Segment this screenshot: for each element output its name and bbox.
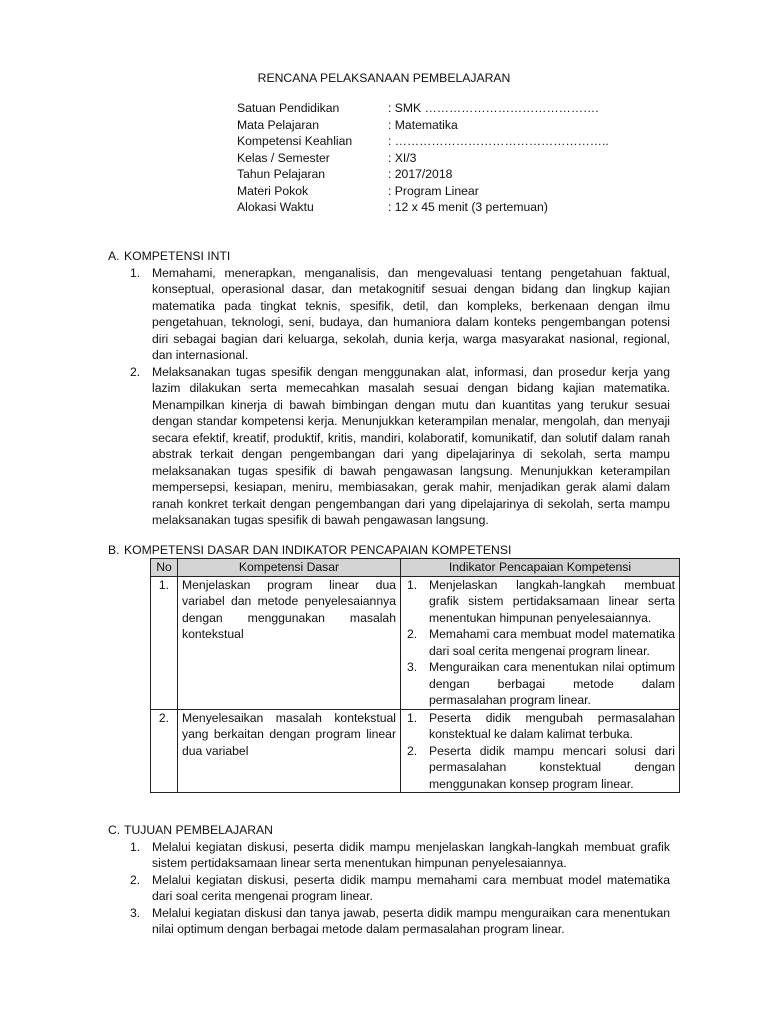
info-value: : 2017/2018 — [388, 167, 453, 181]
list-item — [130, 265, 670, 364]
item-number: 3. — [407, 660, 418, 674]
section-title: TUJUAN PEMBELAJARAN — [124, 823, 273, 837]
cell-kd: Menjelaskan program linear dua variabel dan metode penyelesaiannya dengan menggunakan masalah kontekstual — [178, 576, 401, 709]
info-row — [237, 100, 609, 117]
column-header: Indikator Pencapaian Kompetensi — [401, 559, 680, 577]
section-letter: C. — [108, 823, 121, 837]
list-item — [130, 364, 670, 529]
info-row — [237, 117, 609, 134]
info-row — [237, 183, 609, 200]
competency-table — [150, 558, 680, 793]
item-number: 1. — [407, 710, 418, 725]
document-title: RENCANA PELAKSANAAN PEMBELAJARAN — [257, 71, 511, 85]
indicator-item — [405, 659, 675, 709]
section-letter: A. — [108, 249, 120, 263]
section-letter: B. — [108, 543, 120, 557]
info-label: Mata Pelajaran — [237, 117, 319, 132]
info-value: : …………………………………………….. — [388, 134, 609, 148]
info-row — [237, 199, 609, 216]
cell-ipk — [401, 576, 680, 709]
indicator-item — [405, 577, 675, 627]
item-text: Memahami cara membuat model matematika dari soal cerita mengenai program linear. — [429, 627, 675, 658]
item-number: 1. — [130, 839, 141, 854]
info-label: Kelas / Semester — [237, 150, 330, 165]
item-text: Peserta didik mampu mencari solusi dari permasalahan konstektual dengan menggunakan konsep program linear. — [429, 743, 675, 791]
section-heading — [108, 822, 670, 839]
info-label: Alokasi Waktu — [237, 200, 314, 214]
table-row — [151, 576, 680, 709]
item-number: 2. — [130, 872, 141, 887]
indicator-item — [405, 626, 675, 659]
section-heading — [108, 542, 670, 559]
info-label: Satuan Pendidikan — [237, 101, 340, 115]
info-label: Kompetensi Keahlian — [237, 134, 353, 148]
section-kompetensi-dasar — [108, 542, 670, 559]
column-header: No — [151, 559, 178, 577]
info-value: : 12 x 45 menit (3 pertemuan) — [388, 200, 548, 214]
info-value: : Matematika — [388, 117, 458, 132]
item-number: 3. — [130, 905, 141, 920]
info-block — [237, 100, 609, 216]
item-number: 1. — [130, 265, 141, 280]
item-text: Memahami, menerapkan, menganalisis, dan mengevaluasi tentang pengetahuan faktual, konseptual, operasional dasar, dan metakognitif sesuai dengan bidang dan lingkup kajian matematika pada tingkat teknis, spesifik, detil, dan kompleks, berkenaan dengan ilmu pengetahuan, teknologi, seni, budaya, dan humaniora dalam konteks pengembangan potensi diri sebagai bagian dari keluarga, sekolah, dunia kerja, warga masyarakat nasional, regional, dan internasional. — [152, 265, 670, 362]
item-text: Melalui kegiatan diskusi, peserta didik mampu menjelaskan langkah-langkah membuat grafik sistem pertidaksamaan linear serta menentukan himpunan penyelesaiannya. — [152, 839, 670, 870]
column-header: Kompetensi Dasar — [178, 559, 401, 577]
table-header — [151, 559, 680, 577]
indicator-item — [405, 743, 675, 793]
item-text: Menjelaskan langkah-langkah membuat grafik sistem pertidaksamaan linear serta menentukan himpunan penyelesaiannya. — [429, 577, 675, 625]
info-value: : XI/3 — [388, 150, 417, 165]
list-item — [130, 905, 670, 938]
info-label: Tahun Pelajaran — [237, 167, 326, 181]
section-title: KOMPETENSI DASAR DAN INDIKATOR PENCAPAIAN KOMPETENSI — [124, 543, 512, 557]
item-number: 1. — [407, 577, 418, 592]
item-number: 2. — [407, 743, 418, 758]
item-number: 2. — [407, 627, 418, 641]
list-item — [130, 839, 670, 872]
info-label: Materi Pokok — [237, 183, 309, 198]
list-item — [130, 872, 670, 905]
table-row — [151, 709, 680, 793]
info-value: : Program Linear — [388, 183, 479, 198]
item-text: Melaksanakan tugas spesifik dengan menggunakan alat, informasi, dan prosedur kerja yang lazim dilakukan serta memecahkan masalah sesuai dengan bidang kajian matematika. Menampilkan kinerja di bawah bimbingan dengan mutu dan kuantitas yang terukur sesuai dengan standar kompetensi kerja. Menunjukkan keterampilan menalar, mengolah, dan menyaji secara efektif, kreatif, produktif, kritis, mandiri, kolaboratif, komunikatif, dan solutif dalam ranah abstrak terkait dengan pengembangan dari yang dipelajarinya di sekolah, serta mampu melaksanakan tugas spesifik di bawah pengawasan langsung. Menunjukkan keterampilan mempersepsi, kesiapan, meniru, membiasakan, gerak mahir, menjadikan gerak alami dalam ranah konkret terkait dengan pengembangan dari yang dipelajarinya di sekolah, serta mampu melaksanakan tugas spesifik di bawah pengawasan langsung. — [152, 364, 670, 527]
section-heading — [108, 248, 670, 265]
info-row — [237, 133, 609, 150]
info-row — [237, 166, 609, 183]
cell-kd: Menyelesaikan masalah kontekstual yang berkaitan dengan program linear dua variabel — [178, 709, 401, 793]
item-text: Peserta didik mengubah permasalahan konstektual ke dalam kalimat terbuka. — [429, 710, 675, 741]
cell-no: 2. — [151, 709, 178, 793]
item-number: 2. — [130, 364, 141, 379]
info-row — [237, 150, 609, 167]
item-text: Melalui kegiatan diskusi dan tanya jawab, peserta didik mampu menguraikan cara menentukan nilai optimum dengan berbagai metode dalam permasalahan program linear. — [152, 905, 670, 936]
indicator-item — [405, 710, 675, 743]
section-kompetensi-inti — [108, 248, 670, 529]
section-title: KOMPETENSI INTI — [124, 249, 231, 263]
item-text: Melalui kegiatan diskusi, peserta didik mampu memahami cara membuat model matematika dari soal cerita mengenai program linear. — [152, 872, 670, 903]
cell-ipk — [401, 709, 680, 793]
item-text: Menguraikan cara menentukan nilai optimum dengan berbagai metode dalam permasalahan program linear. — [429, 660, 675, 707]
section-tujuan — [108, 822, 670, 938]
cell-no: 1. — [151, 576, 178, 709]
info-value: : SMK ……………………………………. — [388, 101, 599, 115]
